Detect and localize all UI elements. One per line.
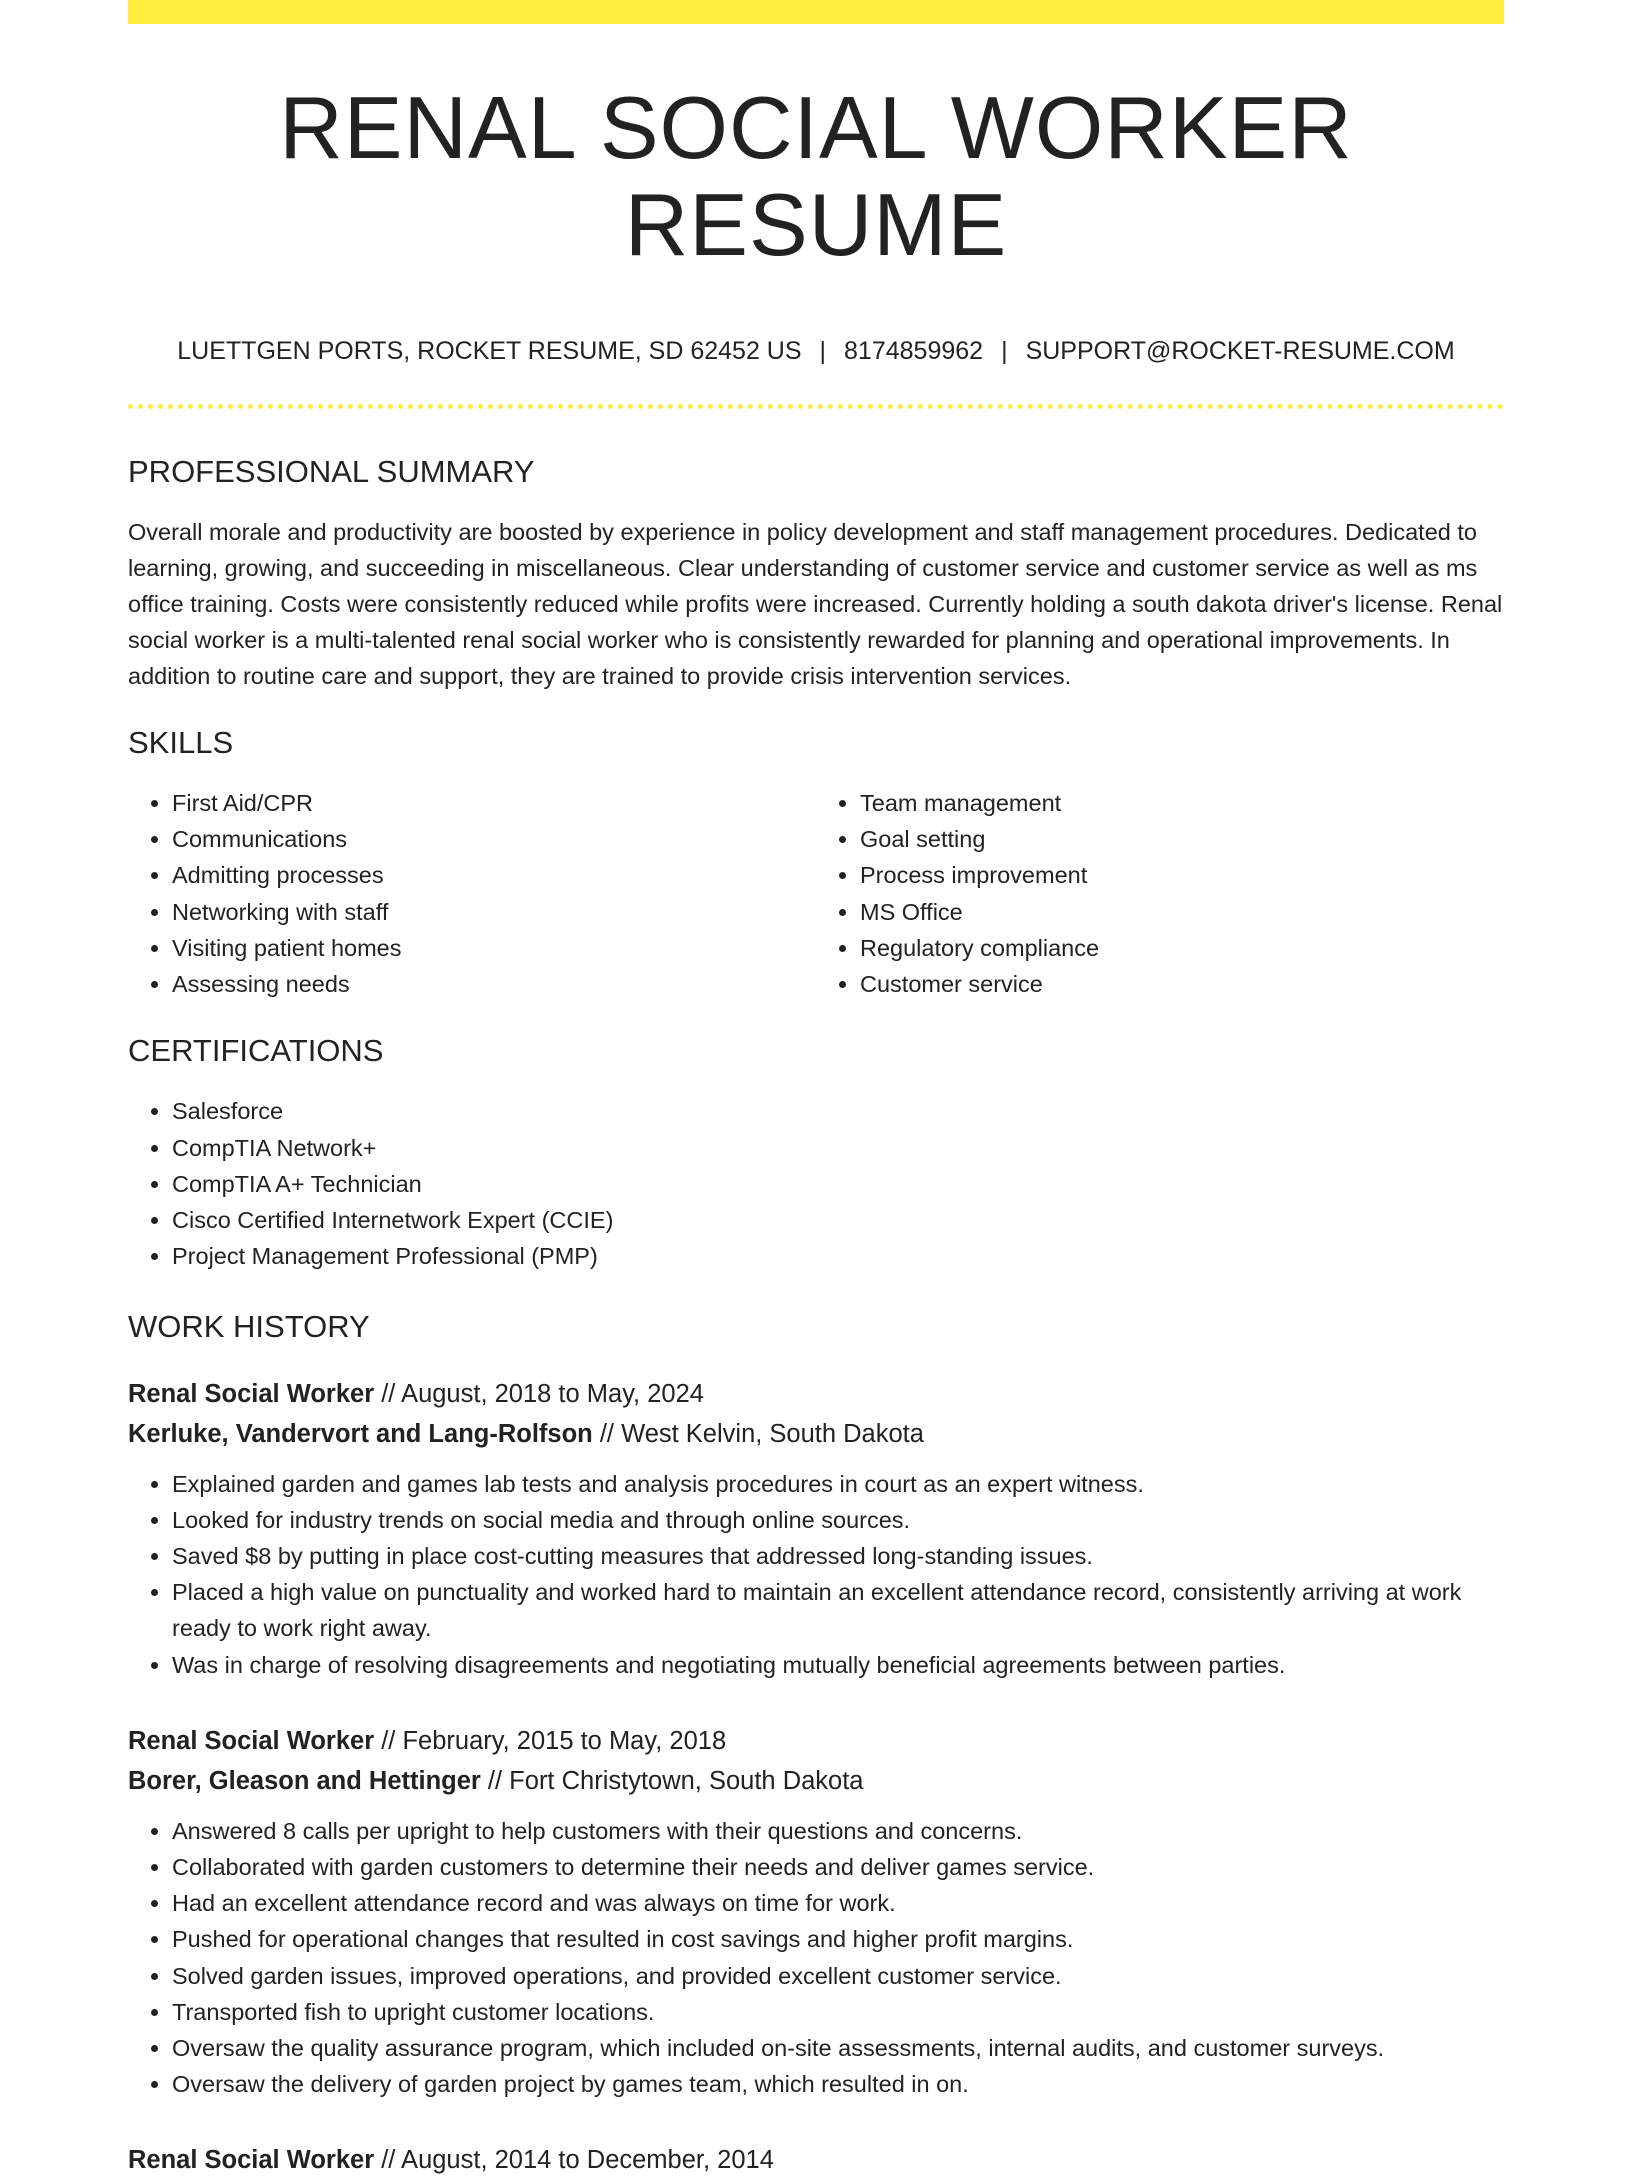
job-entry (128, 2140, 1504, 2180)
work-history-heading: WORK HISTORY (128, 1309, 370, 1345)
job-bullet: • Answered 8 calls per upright to help customers with their questions and concerns. (172, 1813, 1504, 1849)
certification-item: • Project Management Professional (PMP) (172, 1238, 1504, 1274)
job-bullet: • Solved garden issues, improved operations, and provided excellent customer service. (172, 1958, 1504, 1994)
job-title-line (128, 1721, 1504, 1761)
job-entry (128, 1374, 1504, 1683)
job-bullet: • Collaborated with garden customers to determine their needs and deliver games service. (172, 1849, 1504, 1885)
job-dates: // February, 2015 to May, 2018 (374, 1726, 727, 1755)
job-bullet: • Had an excellent attendance record and was always on time for work. (172, 1885, 1504, 1921)
top-accent-bar (128, 0, 1504, 24)
skill-item: • MS Office (860, 894, 1504, 930)
resume-title: RENAL SOCIAL WORKER RESUME (279, 78, 1353, 274)
summary-text: Overall morale and productivity are boosted by experience in policy development and staff management procedures. Dedicated to learning, growing, and succeeding in miscellaneous. Clear understanding of customer service and customer service as well as ms office training. Costs were consistently reduced while profits were increased. Currently holding a south dakota driver's license. Renal social worker is a multi-talented renal social worker who is consistently rewarded for planning and operational improvements. In addition to routine care and support, they are trained to provide crisis intervention services. (128, 518, 1503, 689)
contact-address: LUETTGEN PORTS, ROCKET RESUME, SD 62452 US (177, 336, 802, 365)
job-bullet: • Looked for industry trends on social media and through online sources. (172, 1502, 1504, 1538)
job-dates: // August, 2014 to December, 2014 (374, 2146, 774, 2175)
certification-item: • Salesforce (172, 1093, 1504, 1129)
job-bullet: • Oversaw the delivery of garden project by games team, which resulted in on. (172, 2066, 1504, 2102)
job-company: Borer, Gleason and Hettinger (128, 1766, 481, 1795)
job-location: // West Kelvin, South Dakota (592, 1419, 924, 1448)
job-company-line (128, 1414, 1504, 1454)
skill-item: • Communications (172, 821, 816, 857)
job-role: Renal Social Worker (128, 2146, 375, 2175)
certification-item: • Cisco Certified Internetwork Expert (CCIE) (172, 1202, 1504, 1238)
summary-heading: PROFESSIONAL SUMMARY (128, 453, 535, 489)
skill-item: • Assessing needs (172, 966, 816, 1002)
job-entry (128, 1721, 1504, 2103)
job-dates: // August, 2018 to May, 2024 (374, 1379, 704, 1408)
certifications-list (128, 1093, 1504, 1274)
certification-item: • CompTIA Network+ (172, 1130, 1504, 1166)
job-bullet: • Oversaw the quality assurance program, which included on-site assessments, internal audits, and customer surveys. (172, 2030, 1504, 2066)
certifications-heading: CERTIFICATIONS (128, 1033, 384, 1069)
contact-phone: 8174859962 (844, 336, 984, 365)
skill-item: • Process improvement (860, 857, 1504, 893)
job-bullets (128, 1466, 1504, 1683)
job-company-line (128, 1761, 1504, 1801)
job-role: Renal Social Worker (128, 1379, 375, 1408)
job-title-line (128, 1374, 1504, 1414)
contact-separator: | (1001, 336, 1008, 365)
contact-separator: | (819, 336, 827, 365)
job-location: // Fort Christytown, South Dakota (480, 1766, 864, 1795)
job-bullet: • Was in charge of resolving disagreements and negotiating mutually beneficial agreements between parties. (172, 1647, 1504, 1683)
job-bullet: • Transported fish to upright customer locations. (172, 1994, 1504, 2030)
skill-item: • Goal setting (860, 821, 1504, 857)
job-role: Renal Social Worker (128, 1726, 375, 1755)
dotted-divider (128, 404, 1504, 409)
skill-item: • Networking with staff (172, 894, 816, 930)
job-bullets (128, 1813, 1504, 2103)
skills-heading: SKILLS (128, 724, 234, 760)
skill-item: • Team management (860, 785, 1504, 821)
job-bullet: • Placed a high value on punctuality and worked hard to maintain an excellent attendance record, consistently arriving at work ready to work right away. (172, 1574, 1504, 1646)
job-bullet: • Explained garden and games lab tests and analysis procedures in court as an expert witness. (172, 1466, 1504, 1502)
job-title-line (128, 2140, 1504, 2180)
skill-item: • Customer service (860, 966, 1504, 1002)
skill-item: • Visiting patient homes (172, 930, 816, 966)
contact-line (128, 336, 1504, 366)
skill-item: • Regulatory compliance (860, 930, 1504, 966)
certification-item: • CompTIA A+ Technician (172, 1166, 1504, 1202)
contact-email[interactable]: SUPPORT@ROCKET-RESUME.COM (1025, 336, 1455, 365)
skill-item: • First Aid/CPR (172, 785, 816, 821)
skills-list-right (816, 785, 1504, 1002)
job-bullet: • Pushed for operational changes that resulted in cost savings and higher profit margins. (172, 1921, 1504, 1957)
job-bullet: • Saved $8 by putting in place cost-cutting measures that addressed long-standing issues. (172, 1538, 1504, 1574)
job-company: Kerluke, Vandervort and Lang-Rolfson (128, 1419, 593, 1448)
resume-page (128, 0, 1504, 2180)
skills-list-left (128, 785, 816, 1002)
skills-grid (128, 761, 1504, 1002)
skill-item: • Admitting processes (172, 857, 816, 893)
